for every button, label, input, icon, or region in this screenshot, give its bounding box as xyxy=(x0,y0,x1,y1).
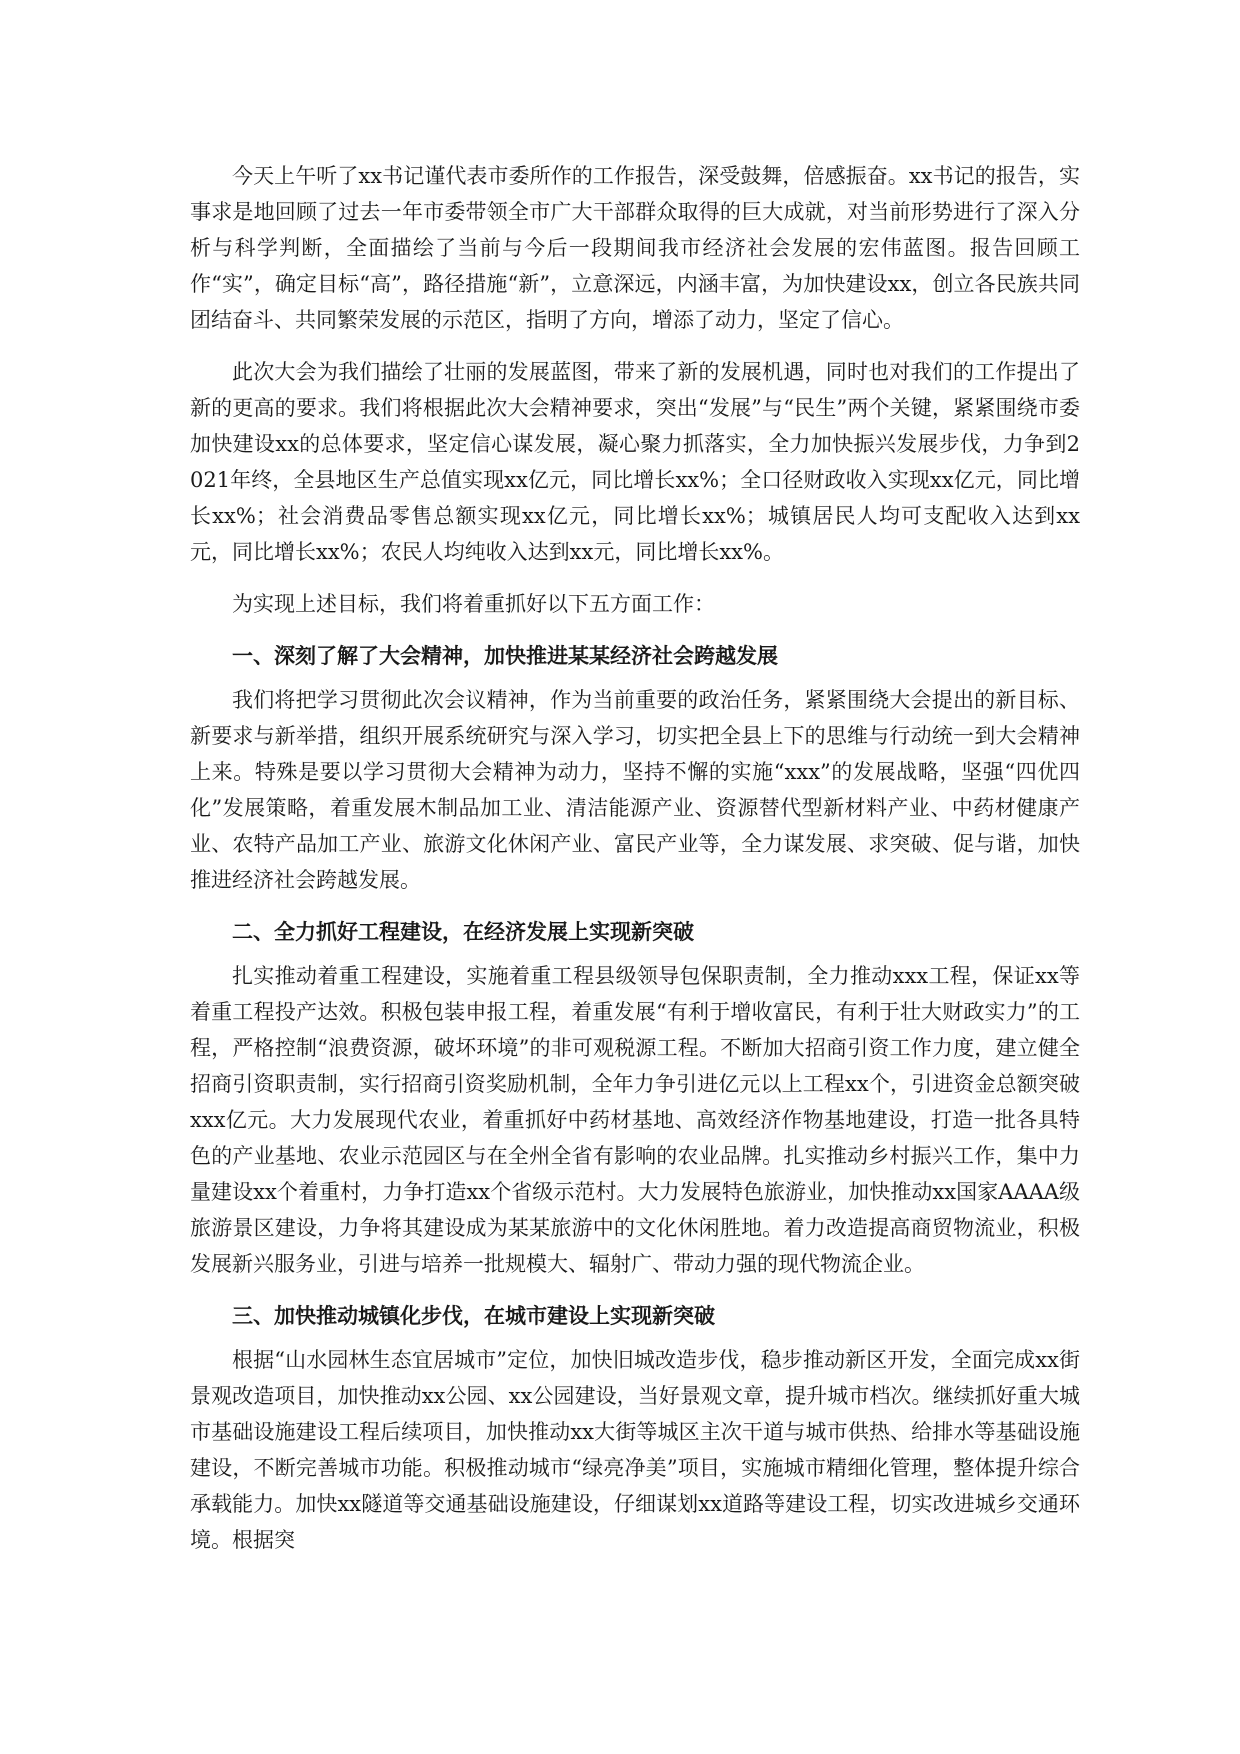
section-heading-2: 二、全力抓好工程建设，在经济发展上实现新突破 xyxy=(232,920,694,944)
section-body-3: 根据“山水园林生态宜居城市”定位，加快旧城改造步伐，稳步推动新区开发，全面完成xx街景观改造项目，加快推动xx公园、xx公园建设，当好景观文章，提升城市档次。继续抓好重大城市基础设施建设工程后续项目，加快推动xx大街等城区主次干道与城市供热、给排水等基础设施建设，不断完善城市功能。积极推动城市“绿亮净美”项目，实施城市精细化管理，整体提升综合承载能力。加快xx隧道等交通基础设施建设，仔细谋划xx道路等建设工程，切实改进城乡交通环境。根据突 xyxy=(190,1348,1080,1552)
intro-paragraph-3: 为实现上述目标，我们将着重抓好以下五方面工作： xyxy=(232,592,715,616)
section-heading-1: 一、深刻了解了大会精神，加快推进某某经济社会跨越发展 xyxy=(232,644,778,668)
section-body-1: 我们将把学习贯彻此次会议精神，作为当前重要的政治任务，紧紧围绕大会提出的新目标、新要求与新举措，组织开展系统研究与深入学习，切实把全县上下的思维与行动统一到大会精神上来。特殊是要以学习贯彻大会精神为动力，坚持不懈的实施“xxx”的发展战略，坚强“四优四化”发展策略，着重发展木制品加工业、清洁能源产业、资源替代型新材料产业、中药材健康产业、农特产品加工产业、旅游文化休闲产业、富民产业等，全力谋发展、求突破、促与谐，加快推进经济社会跨越发展。 xyxy=(190,688,1080,892)
section-heading-3: 三、加快推动城镇化步伐，在城市建设上实现新突破 xyxy=(232,1304,715,1328)
intro-paragraph-1: 今天上午听了xx书记谨代表市委所作的工作报告，深受鼓舞，倍感振奋。xx书记的报告，实事求是地回顾了过去一年市委带领全市广大干部群众取得的巨大成就，对当前形势进行了深入分析与科学判断，全面描绘了当前与今后一段期间我市经济社会发展的宏伟蓝图。报告回顾工作“实”，确定目标“高”，路径措施“新”，立意深远，内涵丰富，为加快建设xx，创立各民族共同团结奋斗、共同繁荣发展的示范区，指明了方向，增添了动力，坚定了信心。 xyxy=(190,164,1080,332)
section-body-2: 扎实推动着重工程建设，实施着重工程县级领导包保职责制，全力推动xxx工程，保证xx等着重工程投产达效。积极包装申报工程，着重发展“有利于增收富民，有利于壮大财政实力”的工程，严格控制“浪费资源，破坏环境”的非可观税源工程。不断加大招商引资工作力度，建立健全招商引资职责制，实行招商引资奖励机制，全年力争引进亿元以上工程xx个，引进资金总额突破xxx亿元。大力发展现代农业，着重抓好中药材基地、高效经济作物基地建设，打造一批各具特色的产业基地、农业示范园区与在全州全省有影响的农业品牌。扎实推动乡村振兴工作，集中力量建设xx个着重村，力争打造xx个省级示范村。大力发展特色旅游业，加快推动xx国家AAAA级旅游景区建设，力争将其建设成为某某旅游中的文化休闲胜地。着力改造提高商贸物流业，积极发展新兴服务业，引进与培养一批规模大、辐射广、带动力强的现代物流企业。 xyxy=(190,964,1080,1276)
intro-paragraph-2: 此次大会为我们描绘了壮丽的发展蓝图，带来了新的发展机遇，同时也对我们的工作提出了新的更高的要求。我们将根据此次大会精神要求，突出“发展”与“民生”两个关键，紧紧围绕市委加快建设xx的总体要求，坚定信心谋发展，凝心聚力抓落实，全力加快振兴发展步伐，力争到2021年终，全县地区生产总值实现xx亿元，同比增长xx%；全口径财政收入实现xx亿元，同比增长xx%；社会消费品零售总额实现xx亿元，同比增长xx%；城镇居民人均可支配收入达到xx元，同比增长xx%；农民人均纯收入达到xx元，同比增长xx%。 xyxy=(190,360,1080,564)
